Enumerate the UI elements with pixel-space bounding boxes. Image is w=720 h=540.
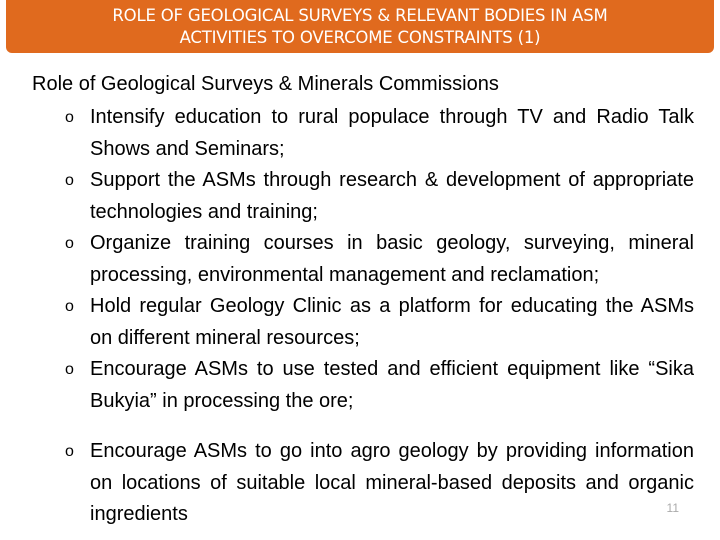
- bullet-item: [32, 228, 694, 291]
- title-line-2: ACTIVITIES TO OVERCOME CONSTRAINTS (1): [179, 27, 541, 47]
- bullet-text: Support the ASMs through research & development of appropriate technologies and training;: [90, 169, 694, 223]
- bullet-marker: o: [65, 235, 74, 252]
- bullet-text: Organize training courses in basic geology, surveying, mineral processing, environmental management and reclamation;: [90, 232, 694, 286]
- bullet-item: [32, 165, 694, 228]
- bullet-text: Intensify education to rural populace through TV and Radio Talk Shows and Seminars;: [90, 106, 694, 160]
- bullet-text: Hold regular Geology Clinic as a platform for educating the ASMs on different mineral resources;: [90, 295, 694, 349]
- bullet-marker: o: [65, 298, 74, 315]
- bullet-text: Encourage ASMs to use tested and efficient equipment like “Sika Bukyia” in processing the ore;: [90, 358, 694, 412]
- bullet-list: [32, 102, 694, 531]
- bullet-item: [32, 354, 694, 417]
- title-banner: [6, 0, 714, 53]
- bullet-marker: o: [65, 443, 74, 460]
- bullet-item: [32, 102, 694, 165]
- bullet-marker: o: [65, 172, 74, 189]
- slide-content: [32, 70, 694, 531]
- page-number: 11: [666, 501, 679, 515]
- bullet-item: [32, 436, 694, 531]
- title-line-1: ROLE OF GEOLOGICAL SURVEYS & RELEVANT BODIES IN ASM: [112, 5, 608, 25]
- section-heading: Role of Geological Surveys & Minerals Commissions: [32, 73, 499, 95]
- bullet-marker: o: [65, 109, 74, 126]
- bullet-item: [32, 291, 694, 354]
- bullet-marker: o: [65, 361, 74, 378]
- bullet-text: Encourage ASMs to go into agro geology by providing information on locations of suitable local mineral-based deposits and organic ingredients: [90, 440, 694, 525]
